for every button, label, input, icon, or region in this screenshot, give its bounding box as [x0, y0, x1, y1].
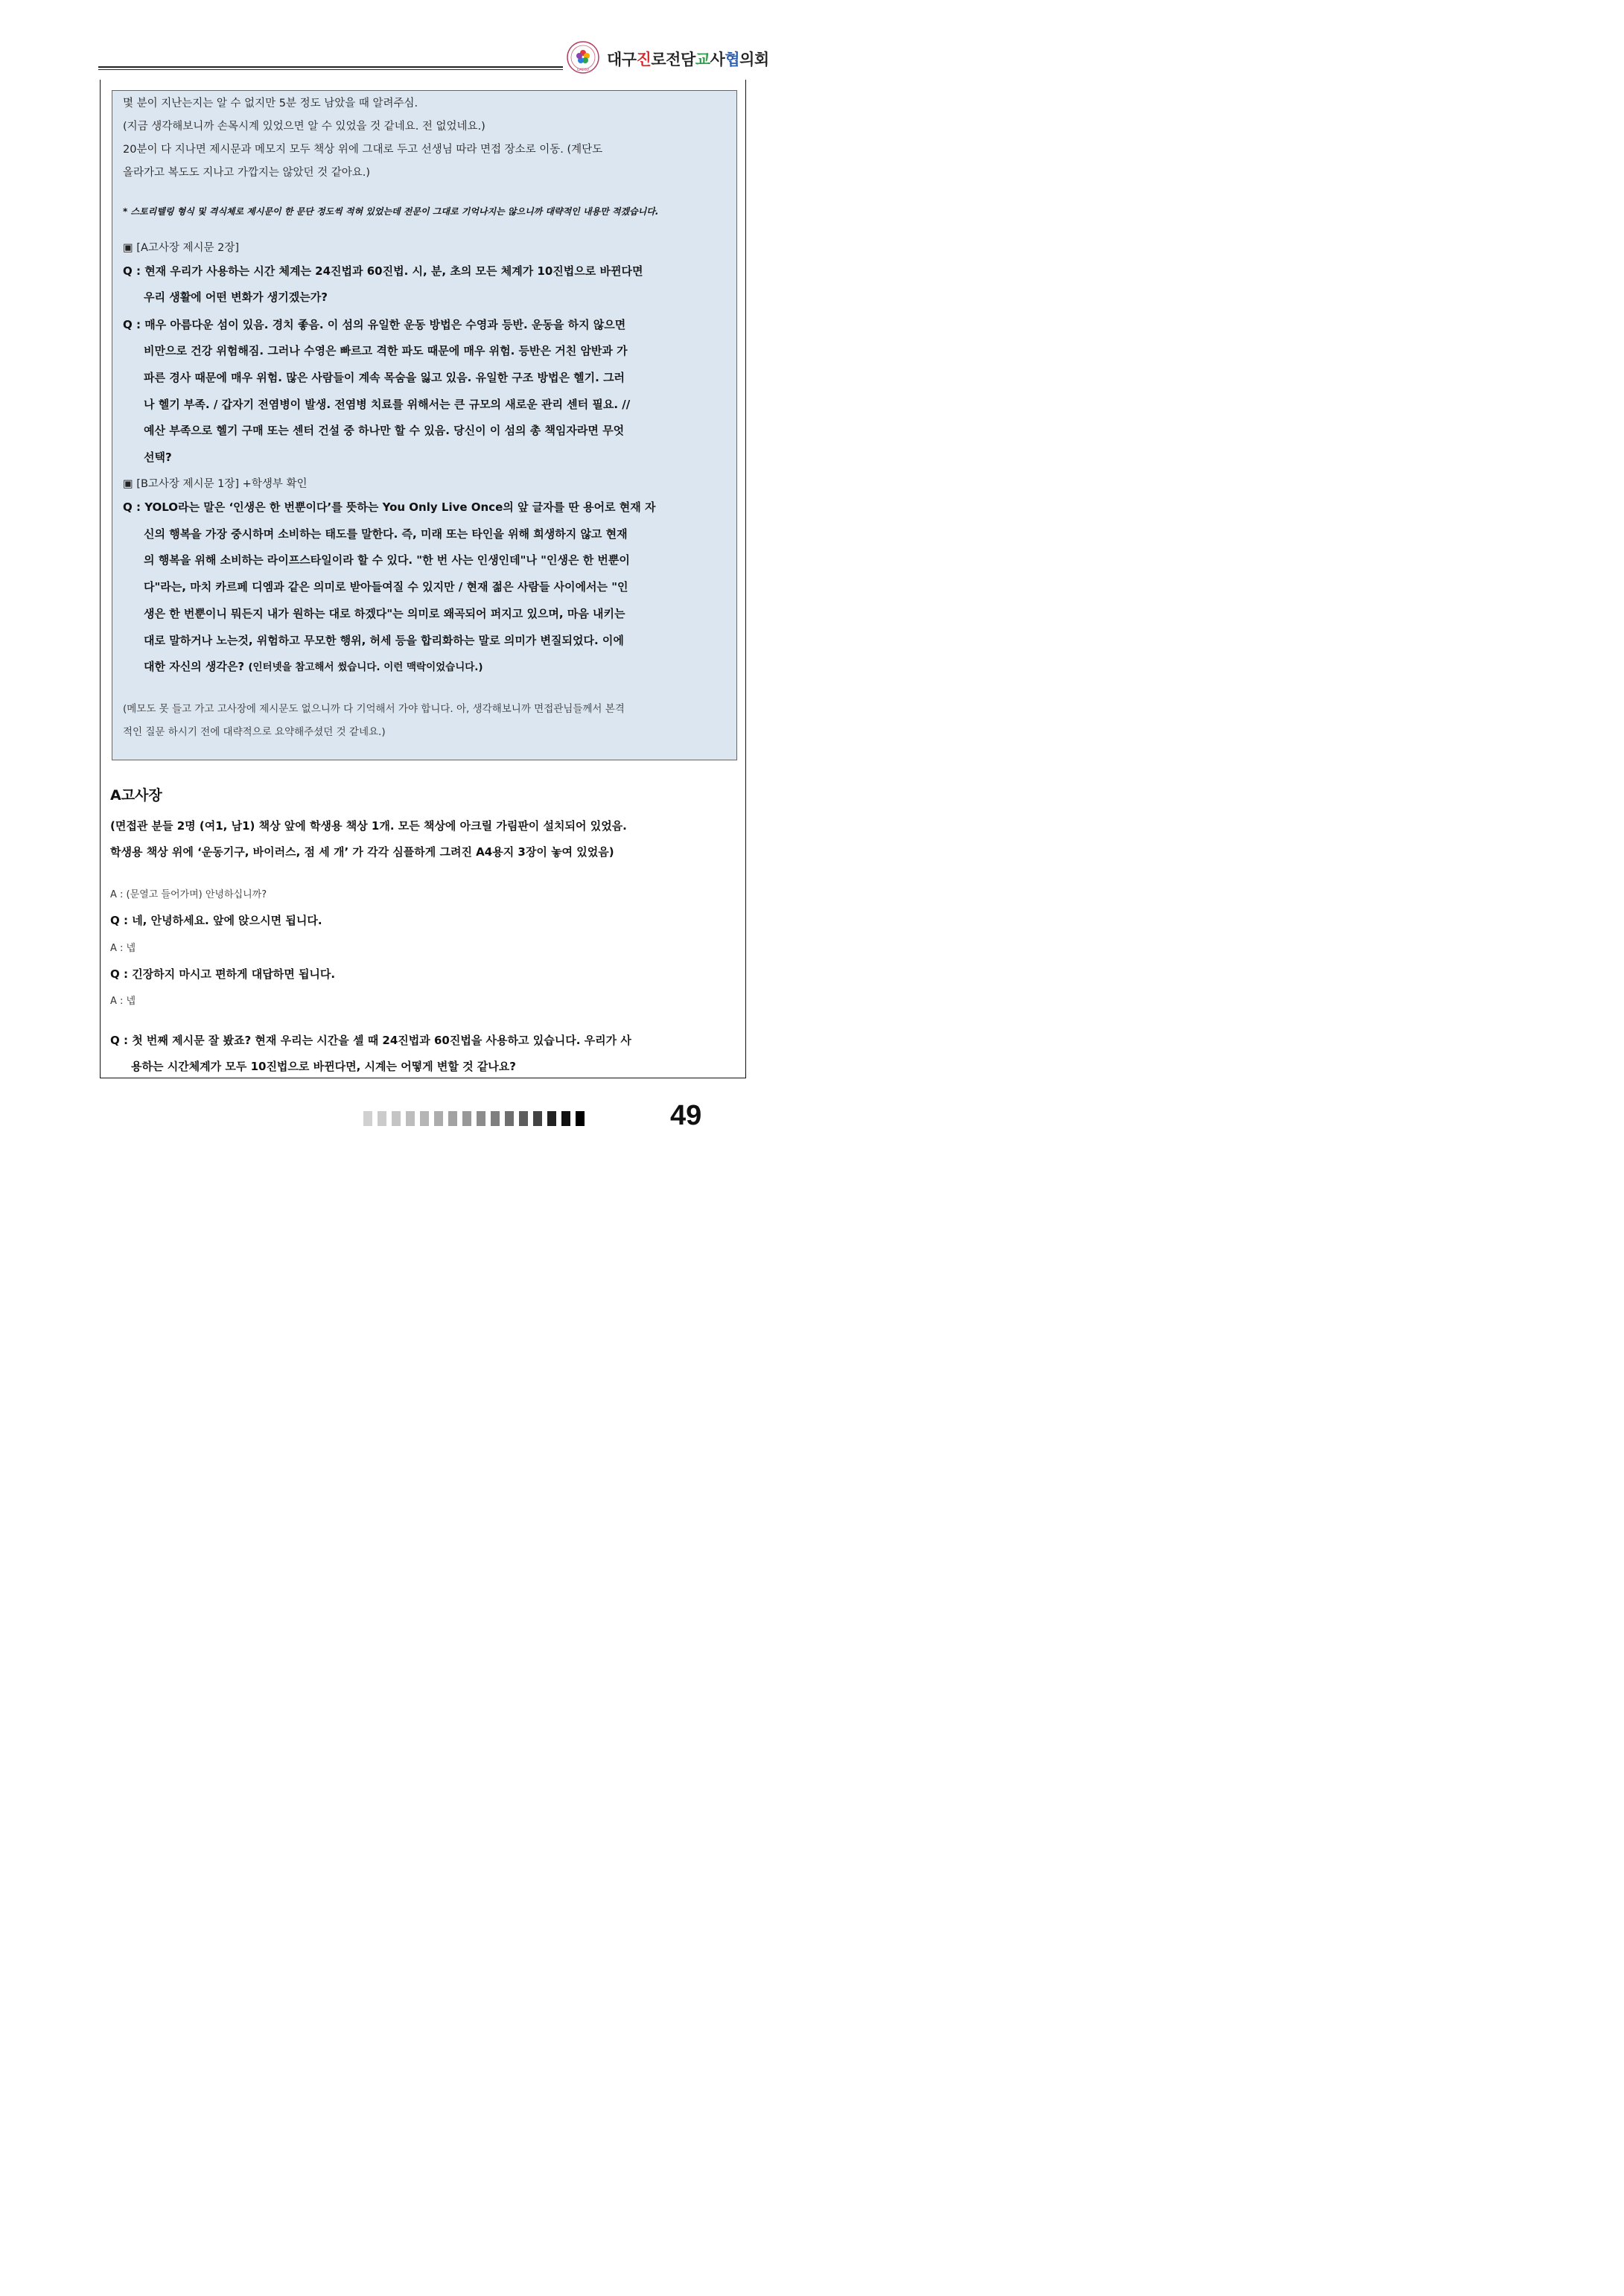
passage-question: 우리 생활에 어떤 변화가 생기겠는가? — [144, 290, 328, 304]
org-name-part: 의회 — [739, 51, 769, 69]
footer-bar — [448, 1111, 457, 1126]
org-name-part: 협 — [725, 51, 740, 69]
footer-bar — [392, 1111, 401, 1126]
organization-name — [607, 48, 769, 70]
box-line: 20분이 다 지나면 제시문과 메모지 모두 책상 위에 그대로 두고 선생님 따라 면접 장소로 이동. (계단도 — [123, 144, 603, 156]
footer-bar — [576, 1111, 585, 1126]
passage-question: Q : YOLO라는 말은 ‘인생은 한 번뿐이다’를 뜻하는 You Only Live Once의 앞 글자를 딴 용어로 현재 자 — [123, 500, 656, 514]
question-line: 용하는 시간체계가 모두 10진법으로 바뀐다면, 시계는 어떻게 변할 것 같나요? — [131, 1060, 516, 1073]
answer-line: A : 넵 — [110, 996, 136, 1007]
footer-bar — [547, 1111, 556, 1126]
question-line: Q : 첫 번째 제시문 잘 봤죠? 현재 우리는 시간을 셀 때 24진법과 60진법을 사용하고 있습니다. 우리가 사 — [110, 1034, 631, 1047]
box-line: 몇 분이 지난는지는 알 수 없지만 5분 정도 남았을 때 알려주심. — [123, 98, 418, 109]
org-name-part: 사 — [710, 51, 725, 69]
footer-bar — [533, 1111, 542, 1126]
box-line: (지금 생각해보니까 손목시계 있었으면 알 수 있었을 것 같네요. 전 없었네요.) — [123, 121, 485, 133]
heading-a-passage: ▣ [A고사장 제시문 2장] — [123, 242, 240, 254]
footer-bar — [420, 1111, 429, 1126]
passage-question: 신의 행복을 가장 중시하며 소비하는 태도를 말한다. 즉, 미래 또는 타인을 위해 희생하지 않고 현재 — [144, 527, 628, 541]
passage-question: 선택? — [144, 451, 172, 464]
section-desc-line: 학생용 책상 위에 ‘운동기구, 바이러스, 점 세 개’ 가 각각 심플하게 그려진 A4용지 3장이 놓여 있었음) — [110, 845, 614, 859]
passage-question: 대로 말하거나 노는것, 위험하고 무모한 행위, 허세 등을 합리화하는 말로 의미가 변질되었다. 이에 — [144, 634, 624, 647]
org-name-part: 로전담 — [651, 51, 695, 69]
passage-question: 파른 경사 때문에 매우 위험. 많은 사람들이 계속 목숨을 잃고 있음. 유일한 구조 방법은 헬기. 그러 — [144, 371, 625, 384]
section-title: A고사장 — [110, 787, 162, 804]
passage-question: 예산 부족으로 헬기 구매 또는 센터 건설 중 하나만 할 수 있음. 당신이 이 섬의 총 책임자라면 무엇 — [144, 424, 625, 437]
question-line: Q : 긴장하지 마시고 편하게 대답하면 됩니다. — [110, 967, 336, 981]
passage-question: 생은 한 번뿐이니 뭐든지 내가 원하는 대로 하겠다"는 의미로 왜곡되어 퍼지고 있으며, 마음 내키는 — [144, 607, 625, 620]
footer-bar — [477, 1111, 485, 1126]
footer-bar — [406, 1111, 415, 1126]
passage-question-note: (인터넷을 참고해서 썼습니다. 이런 맥락이었습니다.) — [248, 661, 483, 673]
footer-bar — [491, 1111, 500, 1126]
footer-bar — [505, 1111, 514, 1126]
passage-question: Q : 현재 우리가 사용하는 시간 체계는 24진법과 60진법. 시, 분, 초의 모든 체계가 10진법으로 바뀐다면 — [123, 264, 643, 278]
footer-gradient-bars — [363, 1111, 585, 1126]
box-note: * 스토리텔링 형식 및 격식체로 제시문이 한 문단 정도씩 적혀 있었는데 전문이 그대로 기억나지는 않으니까 대략적인 내용만 적겠습니다. — [123, 206, 659, 217]
page-number: 49 — [670, 1100, 702, 1131]
box-closing-line: 적인 질문 하시기 전에 대략적으로 요약해주셨던 것 같네요.) — [123, 726, 386, 738]
header-rule — [98, 66, 563, 68]
answer-line: A : (문열고 들어가며) 안녕하십니까? — [110, 889, 267, 900]
answer-line: A : 넵 — [110, 943, 136, 954]
org-name-part: 교 — [695, 51, 710, 69]
section-desc-line: (면접관 분들 2명 (여1, 남1) 책상 앞에 학생용 책상 1개. 모든 책상에 아크릴 가림판이 설치되어 있었음. — [110, 819, 627, 833]
footer-bar — [462, 1111, 471, 1126]
organization-logo-icon — [566, 40, 600, 74]
logo-text: DAEGU — [576, 69, 590, 72]
footer-bar — [378, 1111, 386, 1126]
footer-bar — [363, 1111, 372, 1126]
box-closing-line: (메모도 못 들고 가고 고사장에 제시문도 없으니까 다 기억해서 가야 합니다. 아, 생각해보니까 면접관님들께서 본격 — [123, 703, 625, 715]
heading-b-passage: ▣ [B고사장 제시문 1장] +학생부 확인 — [123, 478, 308, 490]
footer-bar — [519, 1111, 528, 1126]
passage-question: 다"라는, 마치 카르페 디엠과 같은 의미로 받아들여질 수 있지만 / 현재 젊은 사람들 사이에서는 "인 — [144, 580, 628, 594]
org-name-part: 대구 — [607, 51, 637, 69]
org-name-part: 진 — [636, 51, 652, 69]
passage-question-last — [144, 658, 483, 674]
box-line: 올라가고 복도도 지나고 가깝지는 않았던 것 같아요.) — [123, 167, 371, 179]
passage-question: 비만으로 건강 위험해짐. 그러나 수영은 빠르고 격한 파도 때문에 매우 위험. 등반은 거친 암반과 가 — [144, 344, 628, 357]
passage-question: 나 헬기 부족. / 갑자기 전염병이 발생. 전염병 치료를 위해서는 큰 규모의 새로운 관리 센터 필요. // — [144, 398, 631, 411]
passage-question: 의 행복을 위해 소비하는 라이프스타일이라 할 수 있다. "한 번 사는 인생인데"나 "인생은 한 번뿐이 — [144, 553, 630, 567]
header-rule-thin — [98, 69, 563, 70]
footer-bar — [561, 1111, 570, 1126]
passage-question-text: 대한 자신의 생각은? — [144, 660, 245, 673]
footer-bar — [434, 1111, 443, 1126]
passage-question: Q : 매우 아름다운 섬이 있음. 경치 좋음. 이 섬의 유일한 운동 방법은 수영과 등반. 운동을 하지 않으면 — [123, 318, 626, 331]
question-line: Q : 네, 안녕하세요. 앞에 앉으시면 됩니다. — [110, 914, 322, 927]
